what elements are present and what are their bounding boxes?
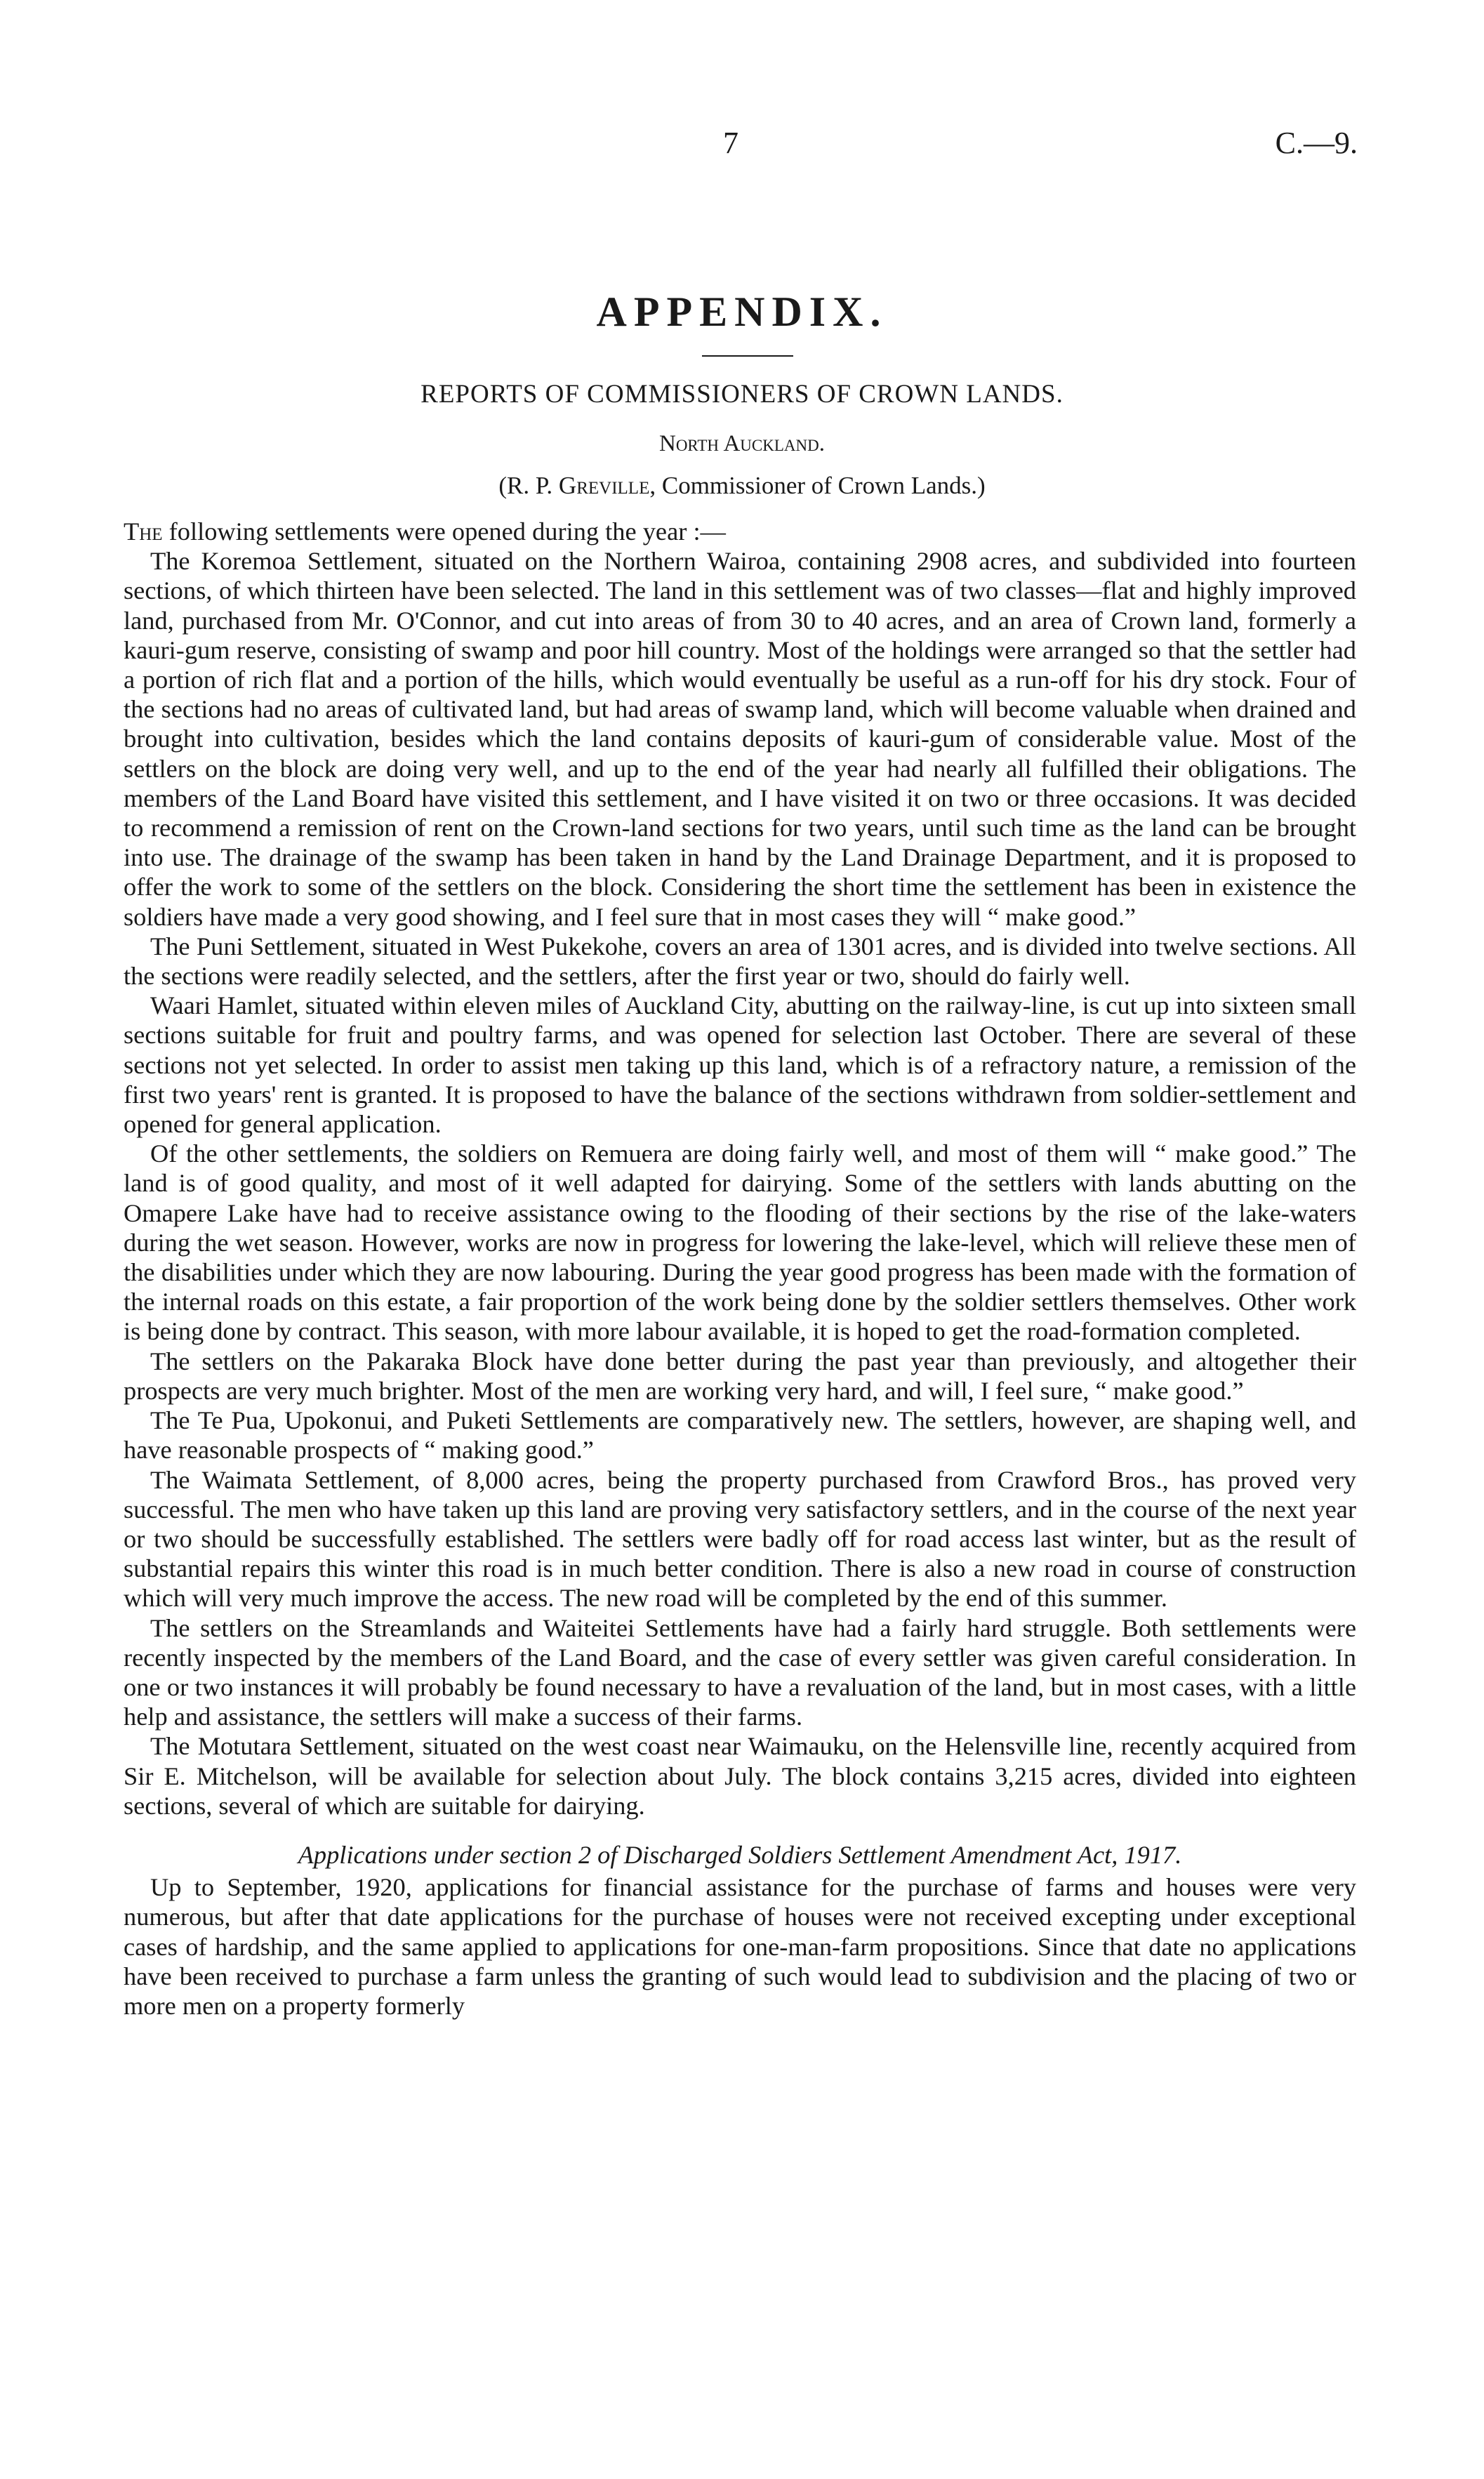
- paragraph-applications: Up to September, 1920, applications for financial assistance for the purchase of farms and houses were very numerous, but after that date applications for the purchase of houses were not received excepting under exceptional cases of hardship, and the same applied to applications for one-man-farm propositions. Since that date no applications have been received to purchase a farm unless the granting of such would lead to subdivision and the placing of two or more men on a property formerly: [124, 1873, 1356, 2020]
- paragraph-waimata: The Waimata Settlement, of 8,000 acres, being the property purchased from Crawford Bros., has proved very successful. The men who have taken up this land are proving very satisfactory settlers, and in the course of the next year or two should be successfully established. The settlers were badly off for road access last winter, but as the result of substantial repairs this winter this road is in much better condition. There is also a new road in course of construction which will very much improve the access. The new road will be completed by the end of this summer.: [124, 1465, 1356, 1613]
- heading-rule: [702, 355, 793, 357]
- paragraph-streamlands: The settlers on the Streamlands and Waiteitei Settlements have had a fairly hard struggle. Both settlements were recently inspected by the members of the Land Board, and the case of every settler was given careful consideration. In one or two instances it will probably be found necessary to have a revaluation of the land, but in most cases, with a little help and assistance, the settlers will make a success of their farms.: [124, 1613, 1356, 1731]
- intro-lead: The: [124, 517, 163, 546]
- report-subheading: REPORTS OF COMMISSIONERS OF CROWN LANDS.: [420, 380, 1064, 409]
- intro-paragraph: [124, 517, 1356, 546]
- report-body: [124, 517, 1356, 2021]
- paragraph-motutara: The Motutara Settlement, situated on the west coast near Waimauku, on the Helensville line, recently acquired from Sir E. Mitchelson, will be available for selection about July. The block contains 3,215 acres, divided into eighteen sections, several of which are suitable for dairying.: [124, 1732, 1356, 1820]
- paragraph-remuera: Of the other settlements, the soldiers on Remuera are doing fairly well, and most of them will “ make good.” The land is of good quality, and most of it well adapted for dairying. Some of the settlers with lands abutting on the Omapere Lake have had to receive assistance owing to the flooding of their sections by the rise of the lake-waters during the wet season. However, works are now in progress for lowering the lake-level, which will relieve these men of the disabilities under which they are now labouring. During the year good progress has been made with the formation of the internal roads on this estate, a fair proportion of the work being done by the soldier settlers themselves. Other work is being done by contract. This season, with more labour available, it is hoped to get the road-formation completed.: [124, 1139, 1356, 1346]
- paragraph-te-pua: The Te Pua, Upokonui, and Puketi Settlements are comparatively new. The settlers, however, are shaping well, and have reasonable prospects of “ making good.”: [124, 1406, 1356, 1465]
- commissioner-open: (: [498, 472, 507, 499]
- commissioner-name: R. P. Greville: [507, 472, 650, 499]
- section-title: Applications under section 2 of Discharged Soldiers Settlement Amendment Act, 1917.: [298, 1840, 1182, 1869]
- region-title: North Auckland.: [658, 431, 825, 456]
- document-code: C.—9.: [1275, 126, 1358, 160]
- paragraph-waari: Waari Hamlet, situated within eleven miles of Auckland City, abutting on the railway-line, is cut up into sixteen small sections suitable for fruit and poultry farms, and was opened for selection last October. There are several of these sections not yet selected. In order to assist men taking up this land, which is of a refractory nature, a remission of the first two years' rent is granted. It is proposed to have the balance of the sections withdrawn from soldier-settlement and opened for general application.: [124, 991, 1356, 1139]
- commissioner-rest: , Commissioner of Crown Lands.): [649, 472, 986, 499]
- intro-rest: following settlements were opened during the year :—: [162, 517, 726, 546]
- page-number: 7: [723, 126, 738, 160]
- paragraph-pakaraka: The settlers on the Pakaraka Block have done better during the past year than previously, and altogether their prospects are very much brighter. Most of the men are working very hard, and will, I feel sure, “ make good.”: [124, 1347, 1356, 1405]
- paragraph-koremoa: The Koremoa Settlement, situated on the Northern Wairoa, containing 2908 acres, and subdivided into fourteen sections, of which thirteen have been selected. The land in this settlement was of two classes—flat and highly improved land, purchased from Mr. O'Connor, and cut into areas of from 30 to 40 acres, and an area of Crown land, formerly a kauri-gum reserve, consisting of swamp and poor hill country. Most of the holdings were arranged so that the settler had a portion of rich flat and a portion of the hills, which would eventually be useful as a run-off for his dry stock. Four of the sections had no areas of cultivated land, but had areas of swamp land, which will become valuable when drained and brought into cultivation, besides which the land contains deposits of kauri-gum of considerable value. Most of the settlers on the block are doing very well, and up to the end of the year had nearly all fulfilled their obligations. The members of the Land Board have visited this settlement, and I have visited it on two or three occasions. It was decided to recommend a remission of rent on the Crown-land sections for two years, until such time as the land can be brought into use. The drainage of the swamp has been taken in hand by the Land Drainage Department, and it is proposed to offer the work to some of the settlers on the block. Considering the short time the settlement has been in existence the soldiers have made a very good showing, and I feel sure that in most cases they will “ make good.”: [124, 547, 1356, 931]
- appendix-heading: APPENDIX.: [596, 289, 888, 335]
- commissioner-line: [0, 472, 1484, 500]
- paragraph-puni: The Puni Settlement, situated in West Pukekohe, covers an area of 1301 acres, and is divided into twelve sections. All the sections were readily selected, and the settlers, after the first year or two, should do fairly well.: [124, 932, 1356, 991]
